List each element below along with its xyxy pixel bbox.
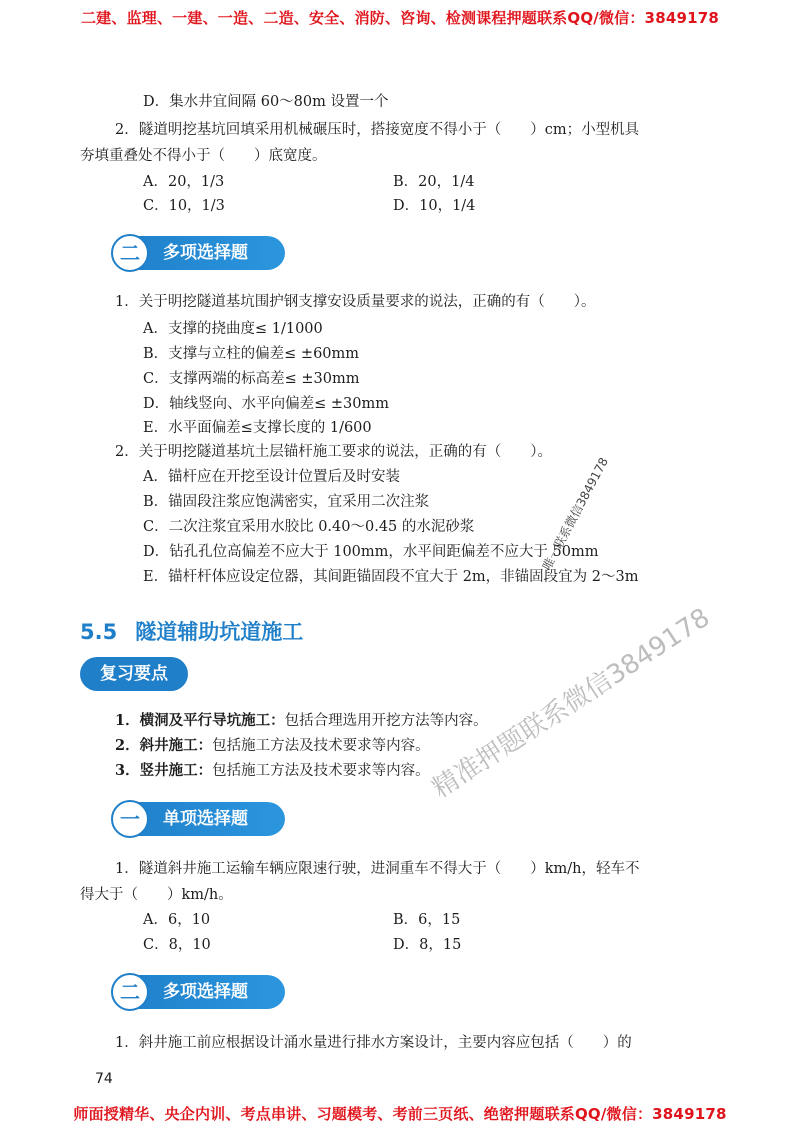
multi-choice-heading — [113, 236, 285, 270]
watermark-contact-large: 精准押题联系微信3849178 — [427, 602, 716, 805]
review-point-text: 包括施工方法及技术要求等内容。 — [212, 763, 430, 779]
multi-q1-option-c: C．支撑两端的标高差≤ ±30mm — [143, 371, 360, 387]
single-q1-option-d: D．8，15 — [393, 937, 462, 953]
prev-q2-stem-line1: 2．隧道明挖基坑回填采用机械碾压时，搭接宽度不得小于（ ）cm；小型机具 — [115, 122, 640, 138]
review-point-text: 包括施工方法及技术要求等内容。 — [212, 738, 430, 754]
page-number: 74 — [95, 1071, 113, 1087]
review-point-3 — [115, 761, 430, 781]
single-q1-option-a: A．6，10 — [143, 912, 211, 928]
heading-number: 一 — [111, 800, 149, 838]
single-q1-stem-line1: 1．隧道斜井施工运输车辆应限速行驶，进洞重车不得大于（ ）km/h，轻车不 — [115, 861, 640, 877]
prev-q2-stem-line2: 夯填重叠处不得小于（ ）底宽度。 — [80, 148, 327, 164]
review-point-lead: 3．竖井施工： — [115, 762, 213, 779]
section-title-text: 隧道辅助坑道施工 — [135, 620, 304, 644]
review-points-badge: 复习要点 — [80, 657, 188, 691]
multi-q2-option-c: C．二次注浆宜采用水胶比 0.40～0.45 的水泥砂浆 — [143, 519, 475, 535]
multi-q2-option-e: E．锚杆杆体应设定位器，其间距锚固段不宜大于 2m，非锚固段宜为 2～3m — [143, 569, 639, 585]
multi-q2-option-d: D．钻孔孔位高偏差不应大于 100mm，水平间距偏差不应大于 50mm — [143, 544, 599, 560]
multi-choice-heading-2 — [113, 975, 285, 1009]
heading-label: 单项选择题 — [163, 809, 248, 829]
review-point-1 — [115, 711, 488, 731]
multi-q2-option-b: B．锚固段注浆应饱满密实，宜采用二次注浆 — [143, 494, 430, 510]
section-number: 5.5 — [80, 620, 118, 644]
multi-q1-option-e: E．水平面偏差≤支撑长度的 1/600 — [143, 420, 372, 436]
heading-number: 二 — [111, 973, 149, 1011]
multi-q2-option-a: A．锚杆应在开挖至设计位置后及时安装 — [143, 469, 400, 485]
multi-q1-option-d: D．轴线竖向、水平向偏差≤ ±30mm — [143, 396, 389, 412]
top-banner: 二建、监理、一建、一造、二造、安全、消防、咨询、检测课程押题联系QQ/微信：3849178 — [80, 9, 720, 27]
multi-q2-stem: 2．关于明挖隧道基坑土层锚杆施工要求的说法，正确的有（ ）。 — [115, 444, 552, 460]
prev-q2-option-a: A．20，1/3 — [143, 174, 225, 190]
review-point-text: 包括合理选用开挖方法等内容。 — [284, 713, 488, 729]
bottom-banner: 师面授精华、央企内训、考点串讲、习题模考、考前三页纸、绝密押题联系QQ/微信：3849178 — [73, 1105, 727, 1123]
single-q1-stem-line2: 得大于（ ）km/h。 — [80, 887, 233, 903]
review-point-lead: 1．横洞及平行导坑施工： — [115, 712, 285, 729]
section-title — [80, 616, 303, 646]
multi-q1-option-b: B．支撑与立柱的偏差≤ ±60mm — [143, 346, 360, 362]
review-point-2 — [115, 736, 430, 756]
prev-q2-option-c: C．10，1/3 — [143, 198, 225, 214]
single-choice-heading — [113, 802, 285, 836]
single-q1-option-c: C．8，10 — [143, 937, 211, 953]
heading-label: 多项选择题 — [163, 982, 248, 1002]
single-q1-option-b: B．6，15 — [393, 912, 461, 928]
multi-q1-stem: 1．关于明挖隧道基坑围护钢支撑安设质量要求的说法，正确的有（ ）。 — [115, 294, 596, 310]
prev-q1-option-d: D．集水井宜间隔 60～80m 设置一个 — [143, 94, 389, 110]
review-point-lead: 2．斜井施工： — [115, 737, 213, 754]
watermark-contact-small: 唯一联系微信3849178 — [539, 455, 612, 573]
heading-number: 二 — [111, 234, 149, 272]
prev-q2-option-b: B．20，1/4 — [393, 174, 475, 190]
multi-q1-option-a: A．支撑的挠曲度≤ 1/1000 — [143, 321, 323, 337]
heading-label: 多项选择题 — [163, 243, 248, 263]
prev-q2-option-d: D．10，1/4 — [393, 198, 476, 214]
multi2-q1-stem-line1: 1．斜井施工前应根据设计涌水量进行排水方案设计，主要内容应包括（ ）的 — [115, 1035, 632, 1051]
